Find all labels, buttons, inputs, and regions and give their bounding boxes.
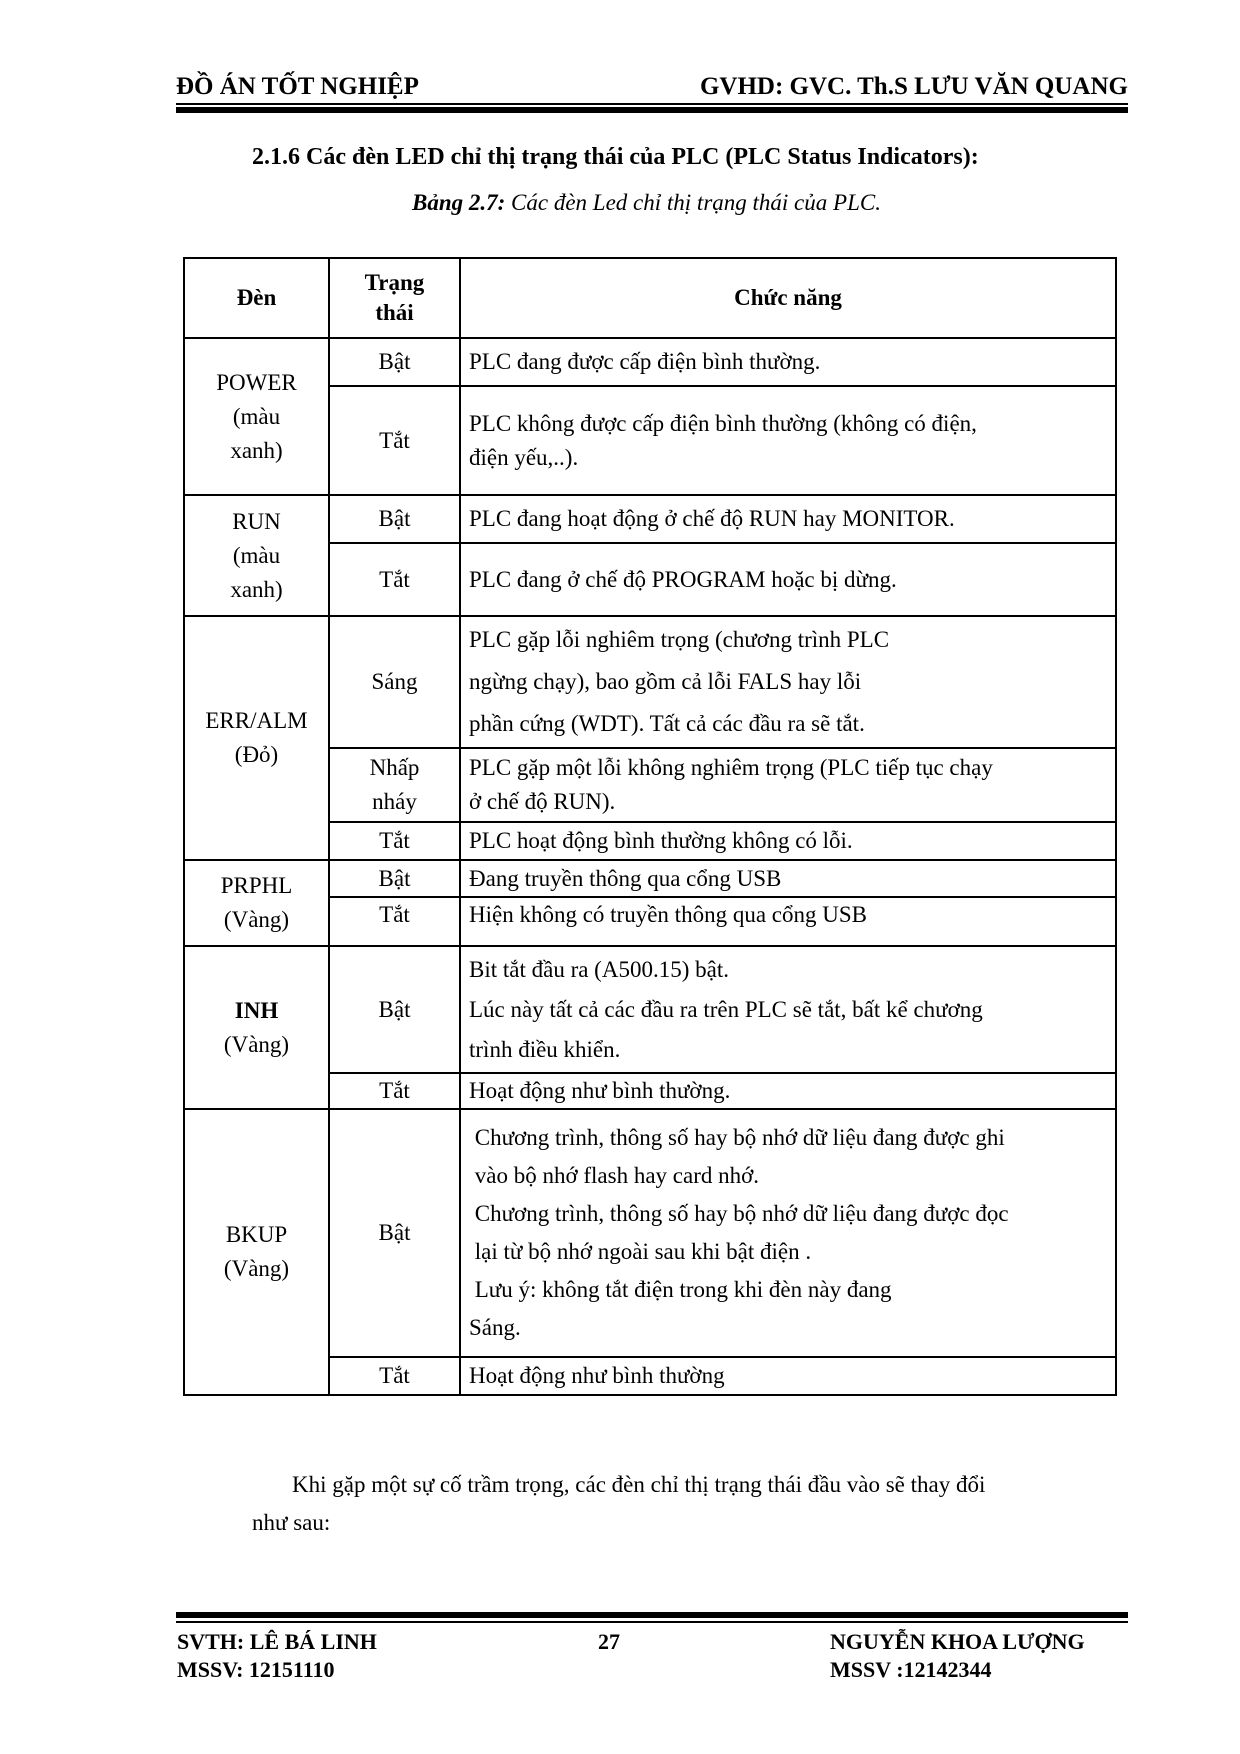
footer-student2-name: NGUYỄN KHOA LƯỢNG	[830, 1629, 1085, 1654]
state-cell: Bật	[329, 495, 460, 543]
state-cell: Bật	[329, 338, 460, 386]
function-cell: PLC đang hoạt động ở chế độ RUN hay MONITOR.	[460, 495, 1116, 543]
function-cell: Hoạt động như bình thường	[460, 1357, 1116, 1395]
state-cell: Tắt	[329, 822, 460, 860]
footer-student1-name: SVTH: LÊ BÁ LINH	[177, 1629, 377, 1654]
col-header-state: Trạng thái	[329, 258, 460, 338]
function-cell: PLC gặp một lỗi không nghiêm trọng (PLC tiếp tục chạy ở chế độ RUN).	[460, 748, 1116, 822]
lamp-cell: INH (Vàng)	[184, 946, 329, 1109]
header-title: ĐỒ ÁN TỐT NGHIỆP	[176, 73, 419, 100]
header-advisor: GVHD: GVC. Th.S LƯU VĂN QUANG	[699, 73, 1128, 100]
table-row	[184, 1109, 1116, 1357]
footer-rule-thick	[176, 1612, 1128, 1618]
state-cell: Bật	[329, 1109, 460, 1357]
caption-label: Bảng 2.7:	[412, 190, 506, 215]
state-cell: Tắt	[329, 1357, 460, 1395]
function-cell: PLC hoạt động bình thường không có lỗi.	[460, 822, 1116, 860]
table-caption	[412, 188, 881, 218]
function-cell: PLC đang ở chế độ PROGRAM hoặc bị dừng.	[460, 543, 1116, 616]
lamp-cell: RUN (màu xanh)	[184, 495, 329, 616]
table-row	[184, 338, 1116, 386]
state-cell: Tắt	[329, 543, 460, 616]
table-header-row	[184, 258, 1116, 338]
function-cell: PLC đang được cấp điện bình thường.	[460, 338, 1116, 386]
function-cell: Bit tắt đầu ra (A500.15) bật. Lúc này tất cả các đầu ra trên PLC sẽ tắt, bất kể chương trình điều khiển.	[460, 946, 1116, 1073]
function-cell: PLC không được cấp điện bình thường (không có điện, điện yếu,..).	[460, 386, 1116, 495]
state-cell: Bật	[329, 860, 460, 897]
table-row	[184, 860, 1116, 897]
footer-rule-thin	[176, 1621, 1128, 1623]
col-header-function: Chức năng	[460, 258, 1116, 338]
function-cell: Đang truyền thông qua cổng USB	[460, 860, 1116, 897]
page-number: 27	[598, 1629, 620, 1654]
paragraph-line-2: như sau:	[252, 1510, 331, 1535]
lamp-cell: POWER (màu xanh)	[184, 338, 329, 495]
state-cell: Bật	[329, 946, 460, 1073]
status-led-table	[183, 257, 1117, 1396]
header-rule-thick	[176, 107, 1128, 113]
function-cell: PLC gặp lỗi nghiêm trọng (chương trình PLC ngừng chạy), bao gồm cả lỗi FALS hay lỗi phần cứng (WDT). Tất cả các đầu ra sẽ tắt.	[460, 616, 1116, 748]
footer-student1-id: MSSV: 12151110	[177, 1657, 335, 1682]
function-cell: Hoạt động như bình thường.	[460, 1073, 1116, 1109]
footer-student2-id: MSSV :12142344	[830, 1657, 992, 1682]
table-row	[184, 495, 1116, 543]
section-heading: 2.1.6 Các đèn LED chỉ thị trạng thái của PLC (PLC Status Indicators):	[252, 144, 979, 170]
state-cell: Tắt	[329, 386, 460, 495]
function-cell: Hiện không có truyền thông qua cổng USB	[460, 897, 1116, 946]
state-cell: Tắt	[329, 1073, 460, 1109]
paragraph-line-1: Khi gặp một sự cố trầm trọng, các đèn chỉ thị trạng thái đầu vào sẽ thay đổi	[292, 1472, 986, 1497]
state-cell: Sáng	[329, 616, 460, 748]
col-header-lamp: Đèn	[184, 258, 329, 338]
table-row	[184, 946, 1116, 1073]
state-cell: Nhấp nháy	[329, 748, 460, 822]
function-cell: Chương trình, thông số hay bộ nhớ dữ liệu đang được ghi vào bộ nhớ flash hay card nhớ. Chương trình, thông số hay bộ nhớ dữ liệu đang được đọc lại từ bộ nhớ ngoài sau khi bật điện . Lưu ý: không tắt điện trong khi đèn này đang Sáng.	[460, 1109, 1116, 1357]
lamp-cell: ERR/ALM (Đỏ)	[184, 616, 329, 860]
table-row	[184, 616, 1116, 748]
lamp-cell: BKUP (Vàng)	[184, 1109, 329, 1395]
lamp-cell: PRPHL (Vàng)	[184, 860, 329, 946]
state-cell: Tắt	[329, 897, 460, 946]
header-rule-thin	[176, 103, 1128, 105]
caption-text: Các đèn Led chỉ thị trạng thái của PLC.	[505, 190, 881, 215]
